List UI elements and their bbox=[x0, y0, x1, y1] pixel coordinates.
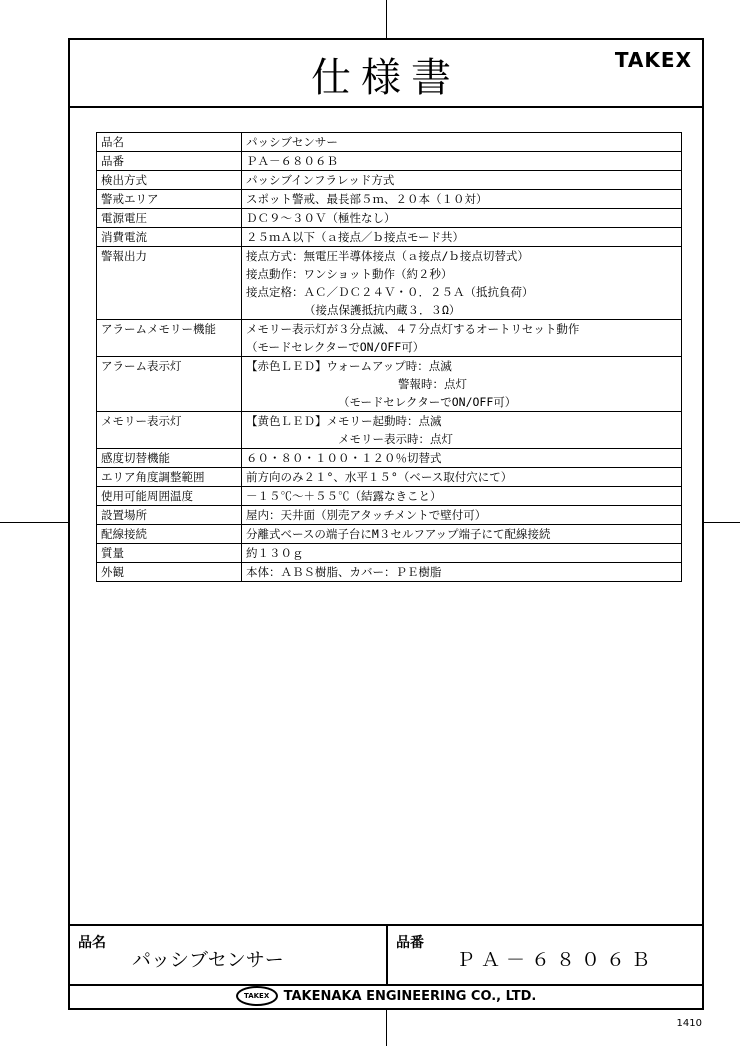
table-row bbox=[97, 152, 682, 171]
spec-label: 配線接続 bbox=[97, 525, 242, 544]
table-row bbox=[97, 357, 682, 412]
table-row bbox=[97, 468, 682, 487]
company-name: TAKENAKA ENGINEERING CO., LTD. bbox=[283, 988, 537, 1004]
table-row bbox=[97, 171, 682, 190]
spec-label: 設置場所 bbox=[97, 506, 242, 525]
revision-code: 1410 bbox=[676, 1018, 702, 1029]
crop-mark-top bbox=[386, 0, 387, 38]
table-row bbox=[97, 247, 682, 320]
spec-table bbox=[96, 132, 682, 582]
spec-label: エリア角度調整範囲 bbox=[97, 468, 242, 487]
spec-label: 質量 bbox=[97, 544, 242, 563]
spec-value: 接点方式：無電圧半導体接点（ａ接点/ｂ接点切替式） 接点動作：ワンショット動作（約２秒） 接点定格：ＡＣ／ＤＣ２４Ｖ・０．２５Ａ（抵抗負荷） （接点保護抵抗内蔵３．３Ω） bbox=[242, 247, 682, 320]
spec-value: メモリー表示灯が３分点滅、４７分点灯するオートリセット動作 （モードセレクターでON/OFF可） bbox=[242, 320, 682, 357]
table-row bbox=[97, 133, 682, 152]
table-row bbox=[97, 563, 682, 582]
footer-divider bbox=[386, 926, 388, 984]
spec-label: 品番 bbox=[97, 152, 242, 171]
crop-mark-bottom bbox=[386, 1010, 387, 1046]
spec-label: 電源電圧 bbox=[97, 209, 242, 228]
spec-value: 屋内：天井面（別売アタッチメントで壁付可） bbox=[242, 506, 682, 525]
page-title: 仕様書 bbox=[311, 55, 461, 101]
table-row bbox=[97, 487, 682, 506]
spec-sheet-frame bbox=[68, 38, 704, 1010]
spec-label: 品名 bbox=[97, 133, 242, 152]
spec-value: ＰＡ－６８０６Ｂ bbox=[242, 152, 682, 171]
spec-label: 外観 bbox=[97, 563, 242, 582]
spec-value: 【赤色ＬＥＤ】ウォームアップ時：点滅 警報時：点灯 （モードセレクターでON/OFF可） bbox=[242, 357, 682, 412]
spec-label: 使用可能周囲温度 bbox=[97, 487, 242, 506]
table-row bbox=[97, 228, 682, 247]
spec-label: 感度切替機能 bbox=[97, 449, 242, 468]
footer-name-label: 品名 bbox=[78, 935, 106, 951]
table-row bbox=[97, 449, 682, 468]
spec-label: 検出方式 bbox=[97, 171, 242, 190]
table-row bbox=[97, 412, 682, 449]
footer-model-label: 品番 bbox=[396, 935, 424, 951]
table-row bbox=[97, 506, 682, 525]
table-row bbox=[97, 209, 682, 228]
brand-logo: TAKEX bbox=[614, 48, 692, 72]
spec-value: ２５ｍＡ以下（ａ接点／ｂ接点モード共） bbox=[242, 228, 682, 247]
footer-product-info bbox=[70, 924, 702, 986]
footer-model-value: ＰＡ－６８０６Ｂ bbox=[456, 949, 657, 971]
spec-label: メモリー表示灯 bbox=[97, 412, 242, 449]
table-row bbox=[97, 320, 682, 357]
spec-label: 警戒エリア bbox=[97, 190, 242, 209]
spec-label: 消費電流 bbox=[97, 228, 242, 247]
spec-value: パッシブインフラレッド方式 bbox=[242, 171, 682, 190]
table-row bbox=[97, 190, 682, 209]
spec-value: 約１３０ｇ bbox=[242, 544, 682, 563]
spec-value: 分離式ベースの端子台にM３セルフアップ端子にて配線接続 bbox=[242, 525, 682, 544]
table-row bbox=[97, 525, 682, 544]
crop-mark-left bbox=[0, 522, 68, 523]
spec-value: 【黄色ＬＥＤ】メモリー起動時：点滅 メモリー表示時：点灯 bbox=[242, 412, 682, 449]
spec-label: アラーム表示灯 bbox=[97, 357, 242, 412]
company-footer bbox=[70, 982, 702, 1010]
company-logo: TAKEX bbox=[236, 986, 278, 1006]
spec-label: アラームメモリー機能 bbox=[97, 320, 242, 357]
spec-value: パッシブセンサー bbox=[242, 133, 682, 152]
crop-mark-right bbox=[704, 522, 740, 523]
table-row bbox=[97, 544, 682, 563]
spec-label: 警報出力 bbox=[97, 247, 242, 320]
sheet-header bbox=[70, 40, 702, 108]
spec-value: ６０・８０・１００・１２０％切替式 bbox=[242, 449, 682, 468]
footer-name-value: パッシブセンサー bbox=[132, 949, 284, 971]
spec-value: スポット警戒、最長部５ｍ、２０本（１０対） bbox=[242, 190, 682, 209]
spec-value: 前方向のみ２１°、水平１５°（ベース取付穴にて） bbox=[242, 468, 682, 487]
spec-value: －１５℃～＋５５℃（結露なきこと） bbox=[242, 487, 682, 506]
spec-value: 本体：ＡＢＳ樹脂、カバー：ＰＥ樹脂 bbox=[242, 563, 682, 582]
spec-value: ＤＣ９～３０Ｖ（極性なし） bbox=[242, 209, 682, 228]
